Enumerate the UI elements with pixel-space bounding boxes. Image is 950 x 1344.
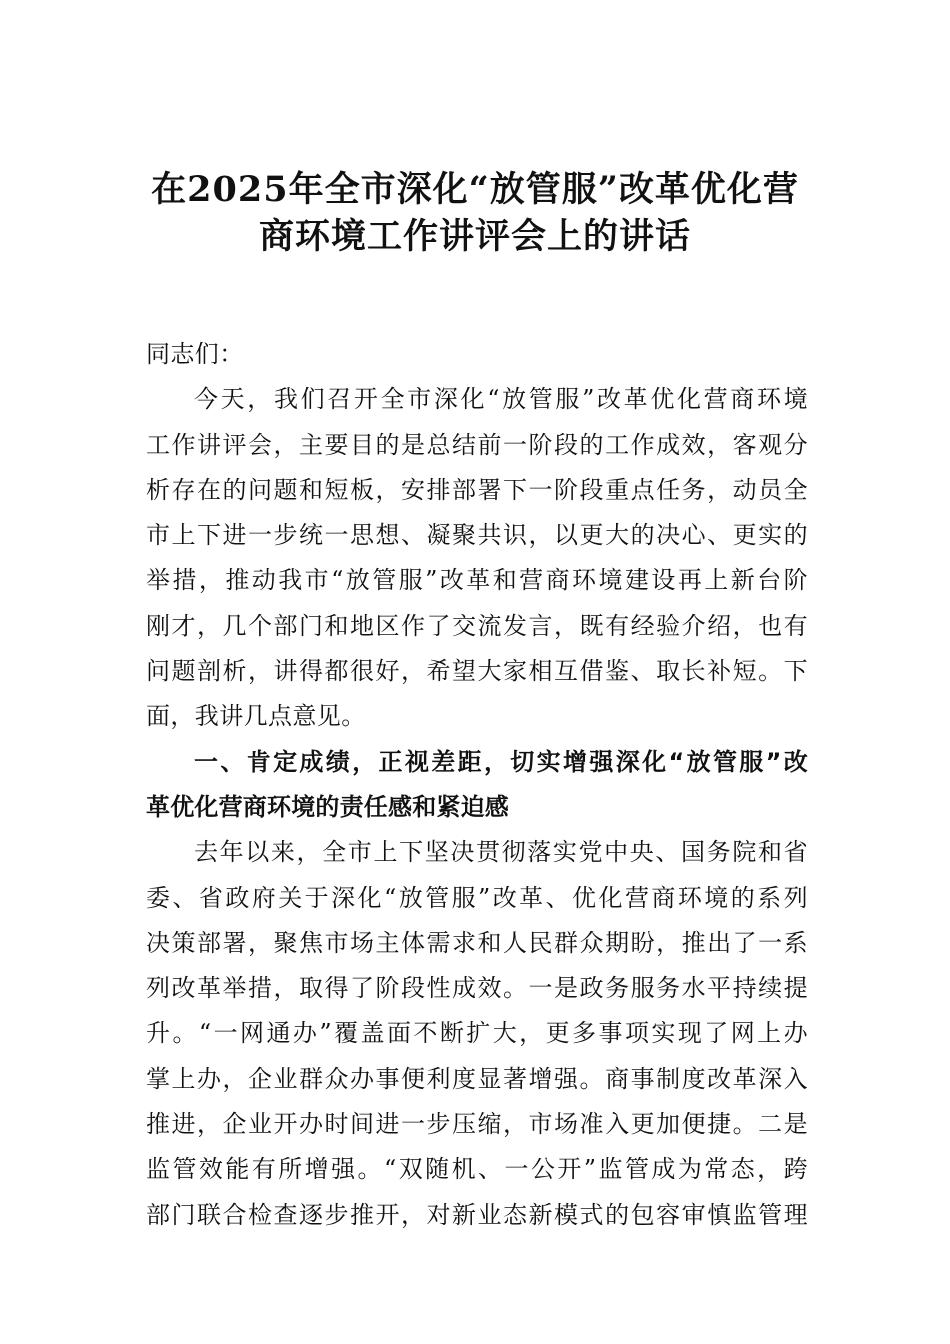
text-line: 析存在的问题和短板，安排部署下一阶段重点任务，动员全 [146, 475, 808, 504]
text-line: 委、省政府关于深化“放管服”改革、优化营商环境的系列 [146, 883, 808, 912]
document-title-line-2: 商环境工作讲评会上的讲话 [258, 216, 691, 257]
salutation: 同志们： [146, 340, 244, 368]
text-line: 监管效能有所增强。“双随机、一公开”监管成为常态，跨 [146, 1155, 808, 1184]
heading-line: 一、肯定成绩，正视差距，切实增强深化“放管服”改 [194, 747, 808, 776]
section-heading-1 [146, 740, 808, 831]
text-line: 决策部署，聚焦市场主体需求和人民群众期盼，推出了一系 [146, 928, 808, 957]
text-line: 部门联合检查逐步推开，对新业态新模式的包容审慎监管理 [146, 1200, 808, 1229]
text-line: 升。“一网通办”覆盖面不断扩大，更多事项实现了网上办 [146, 1019, 808, 1048]
text-line: 今天，我们召开全市深化“放管服”改革优化营商环境 [194, 385, 808, 414]
heading-line: 革优化营商环境的责任感和紧迫感 [146, 792, 509, 821]
text-line: 去年以来，全市上下坚决贯彻落实党中央、国务院和省 [194, 838, 808, 867]
text-line: 问题剖析，讲得都很好，希望大家相互借鉴、取长补短。下 [146, 657, 808, 686]
text-line: 市上下进一步统一思想、凝聚共识，以更大的决心、更实的 [146, 521, 808, 550]
paragraph-2 [146, 830, 808, 1238]
text-line: 面，我讲几点意见。 [146, 702, 366, 731]
text-line: 掌上办，企业群众办事便利度显著增强。商事制度改革深入 [146, 1064, 808, 1093]
document-title-line-1: 在2025年全市深化“放管服”改革优化营 [151, 169, 799, 210]
document-body [146, 332, 808, 1238]
paragraph-1 [146, 377, 808, 739]
text-line: 刚才，几个部门和地区作了交流发言，既有经验介绍，也有 [146, 611, 808, 640]
text-line: 列改革举措，取得了阶段性成效。一是政务服务水平持续提 [146, 974, 808, 1003]
text-line: 推进，企业开办时间进一步压缩，市场准入更加便捷。二是 [146, 1110, 808, 1139]
text-line: 举措，推动我市“放管服”改革和营商环境建设再上新台阶 [146, 566, 808, 595]
text-line: 工作讲评会，主要目的是总结前一阶段的工作成效，客观分 [146, 430, 808, 459]
